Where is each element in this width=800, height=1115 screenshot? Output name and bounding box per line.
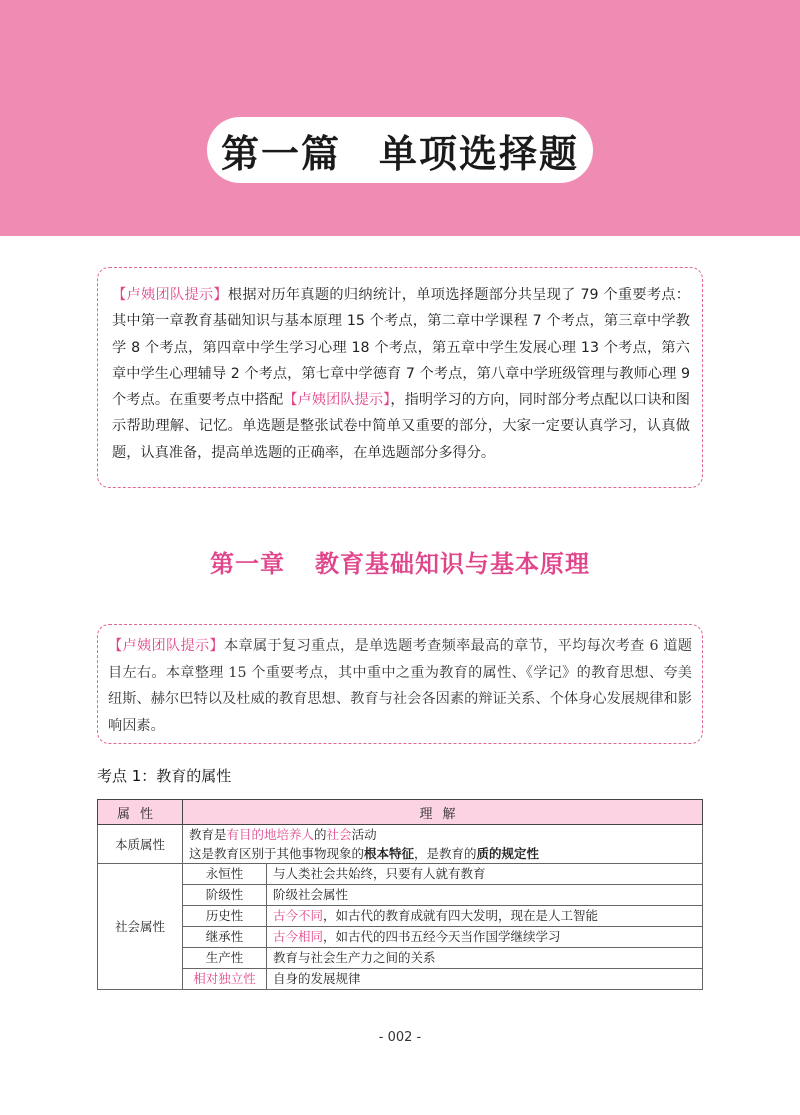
header-banner [0,0,800,236]
sub-attr-highlight: 古今不同 [273,908,324,923]
essence-l1-hl1: 有目的地培养人 [226,827,315,842]
essence-line2 [189,844,696,863]
table-row-essence [98,825,703,864]
header-attr: 属性 [98,800,183,825]
sub-attr-name: 历史性 [183,906,267,927]
essence-line1 [189,825,696,844]
tip-text-part2: ，指明学习的方向，同时部分考点配以口诀和图示帮助理解、记忆。单选题是整张试卷中简单又重要的部分，大家一定要认真学习，认真做题，认真准备，提高单选题的正确率，在单选题部分多得分。 [112,392,690,461]
chapter-tip-text [108,633,692,739]
essence-l1-c: 的 [314,827,327,842]
sub-attr-text: ，如古代的四书五经今天当作国学继续学习 [323,929,561,944]
tip-text [112,282,690,466]
chapter-tip-body: 本章属于复习重点，是单选题考查频率最高的章节，平均每次考查 6 道题目左右。本章整理 15 个重要考点，其中重中之重为教育的属性、《学记》的教育思想、夸美纽斯、赫尔巴特以及杜威的教育思想、教育与社会各因素的辩证关系、个体身心发展规律和影响因素。 [108,638,692,734]
sub-attr-name: 永恒性 [183,864,267,885]
chapter-number: 第一章 [210,549,285,578]
essence-name: 本质属性 [98,825,183,864]
sub-attr-name: 阶级性 [183,885,267,906]
sub-attr-text: ，如古代的教育成就有四大发明，现在是人工智能 [323,908,599,923]
sub-attr-name: 相对独立性 [183,969,267,990]
page-number: - 002 - [378,1030,422,1045]
sub-attr-text: 自身的发展规律 [273,971,361,986]
sub-attr-desc [267,906,703,927]
sub-attr-text: 与人类社会共始终，只要有人就有教育 [273,866,486,881]
part-title [207,117,593,183]
essence-l1-e: 活动 [351,827,377,842]
tip-box-chapter [97,624,703,744]
chapter-title [0,544,800,579]
table-row [98,927,703,948]
table-row [98,885,703,906]
part-number: 第一篇 [220,131,341,176]
table-row [98,969,703,990]
table-row [98,864,703,885]
point-title: 考点 1：教育的属性 [97,767,232,785]
chapter-tip-tag: 【卢姨团队提示】 [108,638,225,654]
table-row [98,948,703,969]
sub-attr-text: 阶级社会属性 [273,887,349,902]
essence-l1-hl2: 社会 [326,827,352,842]
essence-l2-a: 这是教育区别于其他事物现象的 [189,846,365,861]
tip-box-overview [97,267,703,488]
sub-attr-desc [267,864,703,885]
part-name: 单项选择题 [379,131,580,176]
essence-l2-c: ，是教育的 [414,846,477,861]
sub-attr-desc [267,969,703,990]
sub-attr-highlight: 古今相同 [273,929,324,944]
essence-l2-bold1: 根本特征 [364,846,415,861]
tip-tag: 【卢姨团队提示】 [112,287,228,303]
sub-attr-desc [267,885,703,906]
sub-attr-name: 生产性 [183,948,267,969]
tip-text-part1: 根据对历年真题的归纳统计，单项选择题部分共呈现了 79 个重要考点：其中第一章教育基础知识与基本原理 15 个考点，第二章中学课程 7 个考点，第三章中学教学 8 个考点，第四章中学生学习心理 18 个考点，第五章中学生发展心理 13 个考点，第六章中学生心理辅导 2 个考点，第七章中学德育 7 个考点，第八章中学班级管理与教师心理 9 个考点。在重要考点中搭配 [112,287,690,409]
chapter-name: 教育基础知识与基本原理 [315,549,590,578]
sub-attr-name: 继承性 [183,927,267,948]
attribute-table [97,799,703,990]
essence-l1-a: 教育是 [189,827,227,842]
essence-desc [183,825,703,864]
sub-attr-text: 教育与社会生产力之间的关系 [273,950,436,965]
header-understand: 理解 [183,800,703,825]
tip-tag-inline: 【卢姨团队提示】 [283,392,391,409]
sub-attr-desc [267,927,703,948]
table-header-row [98,800,703,825]
social-name: 社会属性 [98,864,183,990]
table-row [98,906,703,927]
essence-l2-bold2: 质的规定性 [476,846,540,861]
sub-attr-desc [267,948,703,969]
